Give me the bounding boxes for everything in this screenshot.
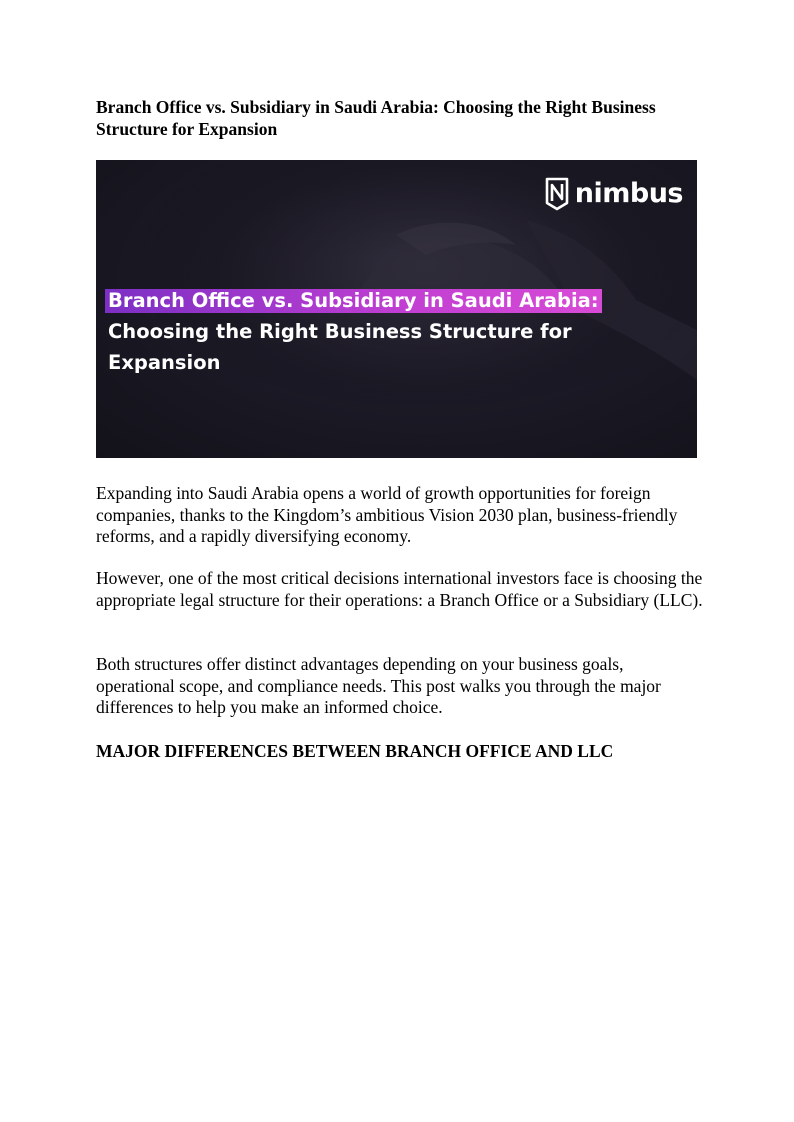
intro-paragraph: Expanding into Saudi Arabia opens a world of growth opportunities for foreign companies, thanks to the Kingdom’s ambitious Vision 2030 plan, business-friendly reforms, and a rapidly diversifying economy. xyxy=(96,483,678,546)
banner-heading xyxy=(108,285,602,378)
decision-paragraph: However, one of the most critical decisions international investors face is choosing the appropriate legal structure for their operations: a Branch Office or a Subsidiary (LLC). xyxy=(96,568,703,610)
document-title: Branch Office vs. Subsidiary in Saudi Arabia: Choosing the Right Business Structure for Expansion xyxy=(96,97,656,139)
overview-paragraph: Both structures offer distinct advantages depending on your business goals, operational scope, and compliance needs. This post walks you through the major differences to help you make an informed choice. xyxy=(96,654,661,717)
banner-heading-line-3: Expansion xyxy=(108,351,221,374)
nimbus-logo-icon xyxy=(544,177,570,211)
featured-banner-image xyxy=(96,160,697,458)
brand-logo xyxy=(544,177,683,211)
banner-heading-line-2: Choosing the Right Business Structure for xyxy=(108,320,572,343)
banner-heading-highlight: Branch Office vs. Subsidiary in Saudi Arabia: xyxy=(105,289,602,313)
brand-name: nimbus xyxy=(574,178,683,209)
section-heading: MAJOR DIFFERENCES BETWEEN BRANCH OFFICE AND LLC xyxy=(96,741,614,761)
